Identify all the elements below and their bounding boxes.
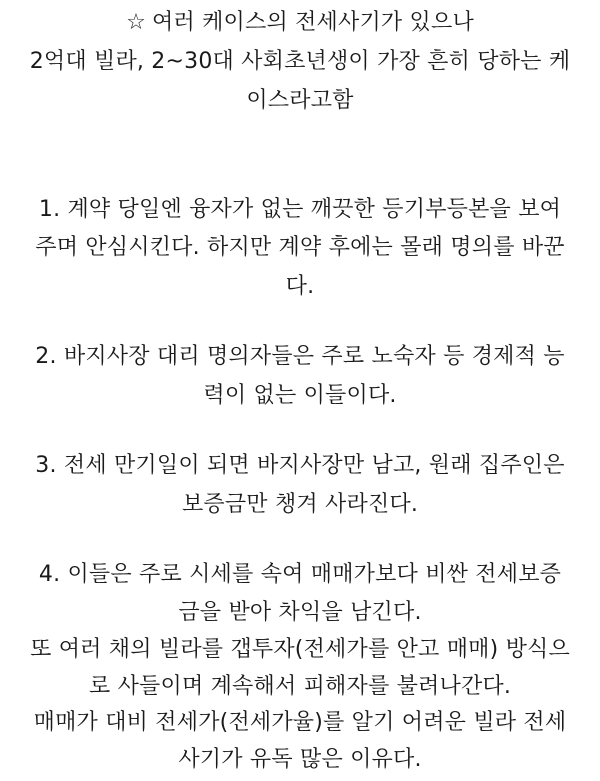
- item-3-line-2: 보증금만 챙겨 사라진다.: [181, 492, 419, 517]
- item-1-line-3: 다.: [285, 274, 315, 299]
- intro-line-2: 2억대 빌라, 2~30대 사회초년생이 가장 흔히 당하는 케: [29, 49, 571, 74]
- item-1-line-1: 1. 계약 당일엔 융자가 없는 깨끗한 등기부등본을 보여: [38, 197, 562, 222]
- item-2-line-2: 력이 없는 이들이다.: [203, 383, 397, 408]
- intro-line-3: 이스라고함: [246, 88, 354, 113]
- intro-line-1: [0, 6, 600, 40]
- item-4-line-1: 4. 이들은 주로 시세를 속여 매매가보다 비싼 전세보증: [38, 562, 562, 587]
- item-4-line-6: 사기가 유독 많은 이유다.: [178, 747, 422, 772]
- item-4-line-2: 금을 받아 차익을 남긴다.: [178, 600, 422, 625]
- item-4-line-4: 로 사들이며 계속해서 피해자를 불려나간다.: [88, 674, 512, 699]
- item-1-line-2: 주며 안심시킨다. 하지만 계약 후에는 몰래 명의를 바꾼: [35, 235, 565, 260]
- item-4-line-3: 또 여러 채의 빌라를 갭투자(전세가를 안고 매매) 방식으: [30, 637, 570, 662]
- item-2-line-1: 2. 바지사장 대리 명의자들은 주로 노숙자 등 경제적 능: [35, 344, 565, 369]
- item-3-line-1: 3. 전세 만기일이 되면 바지사장만 남고, 원래 집주인은: [35, 453, 565, 478]
- item-4-line-5: 매매가 대비 전세가(전세가율)를 알기 어려운 빌라 전세: [33, 710, 567, 735]
- intro-text-1: 여러 케이스의 전세사기가 있으나: [152, 10, 474, 35]
- star-icon: ☆: [126, 10, 146, 35]
